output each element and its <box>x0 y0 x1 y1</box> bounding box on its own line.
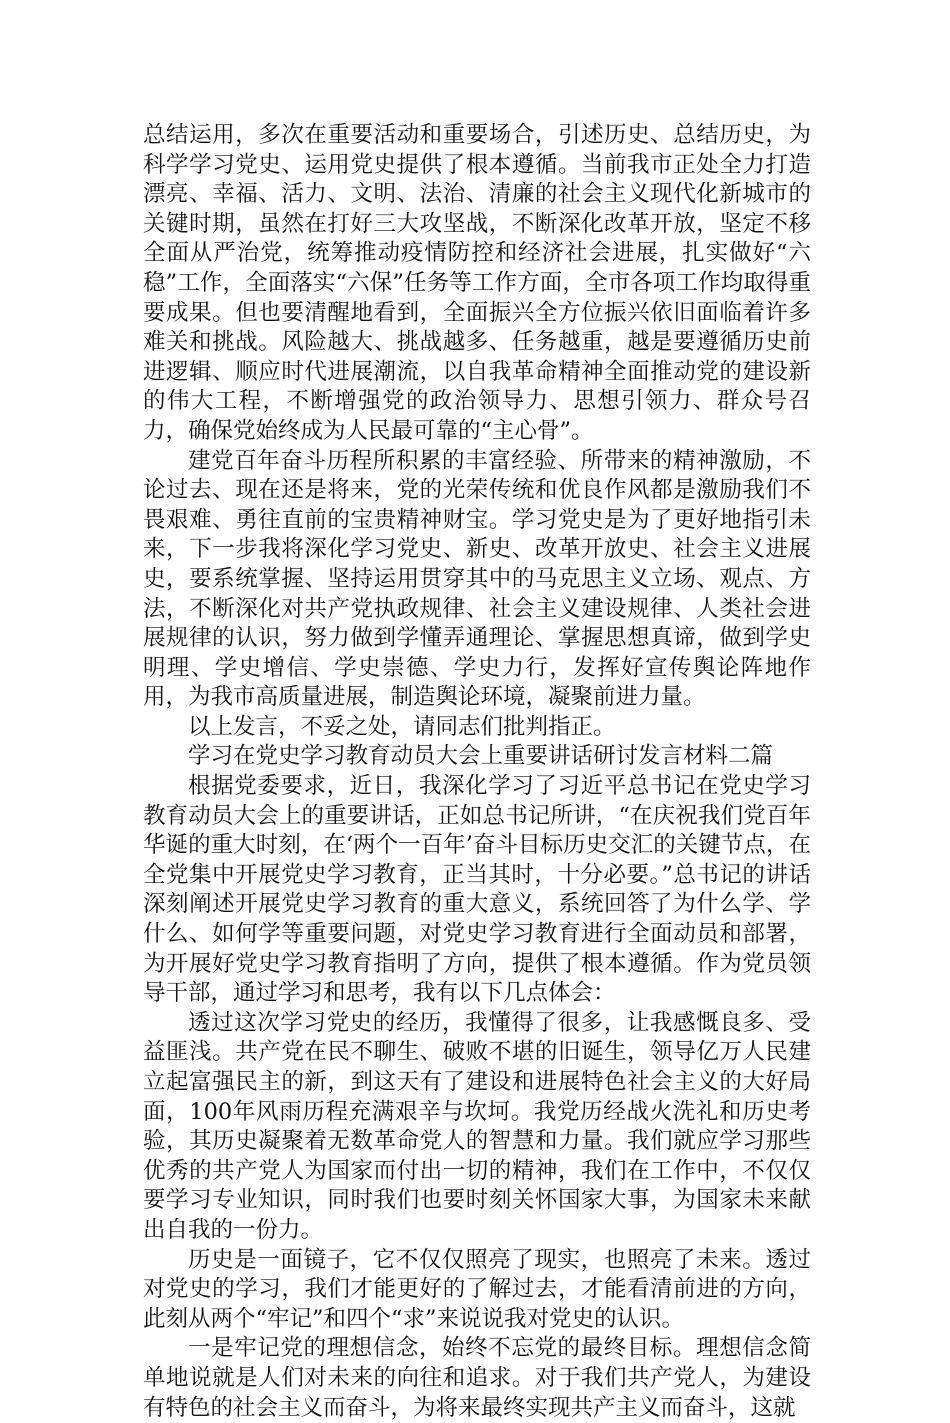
paragraph-experience: 建党百年奋斗历程所积累的丰富经验、所带来的精神激励，不论过去、现在还是将来，党的光荣传统和优良作风都是激励我们不畏艰难、勇往直前的宝贵精神财宝。学习党史是为了更好地指引未来，下一步我将深化学习党史、新史、改革开放史、社会主义进展史，要系统掌握、坚持运用贯穿其中的马克思主义立场、观点、方法，不断深化对共产党执政规律、社会主义建设规律、人类社会进展规律的认识，努力做到学懂弄通理论、掌握思想真谛，做到学史明理、学史增信、学史崇德、学史力行，发挥好宣传舆论阵地作用，为我市高质量进展，制造舆论环境，凝聚前进力量。 <box>143 447 811 711</box>
paragraph-history-mirror: 历史是一面镜子，它不仅仅照亮了现实，也照亮了未来。透过对党史的学习，我们才能更好的了解过去，才能看清前进的方向，此刻从两个“牢记”和四个“求”来说说我对党史的认识。 <box>143 1246 811 1332</box>
document-body <box>143 121 811 1423</box>
paragraph-intro: 根据党委要求，近日，我深化学习了习近平总书记在党史学习教育动员大会上的重要讲话，正如总书记所讲，“在庆祝我们党百年华诞的重大时刻，在‘两个一百年’奋斗目标历史交汇的关键节点，在全党集中开展党史学习教育，正当其时，十分必要。”总书记的讲话深刻阐述开展党史学习教育的重大意义，系统回答了为什么学、学什么、如何学等重要问题，对党史学习教育进行全面动员和部署，为开展好党史学习教育指明了方向，提供了根本遵循。作为党员领导干部，通过学习和思考，我有以下几点体会： <box>143 773 811 1007</box>
paragraph-closing: 以上发言，不妥之处，请同志们批判指正。 <box>188 713 616 740</box>
paragraph-continuation: 总结运用，多次在重要活动和重要场合，引述历史、总结历史，为科学学习党史、运用党史提供了根本遵循。当前我市正处全力打造漂亮、幸福、活力、文明、法治、清廉的社会主义现代化新城市的关键时期，虽然在打好三大攻坚战，不断深化改革开放，坚定不移全面从严治党，统筹推动疫情防控和经济社会进展，扎实做好“六稳”工作，全面落实“六保”任务等工作方面，全市各项工作均取得重要成果。但也要清醒地看到，全面振兴全方位振兴依旧面临着许多难关和挑战。风险越大、挑战越多、任务越重，越是要遵循历史前进逻辑、顺应时代进展潮流，以自我革命精神全面推动党的建设新的伟大工程，不断增强党的政治领导力、思想引领力、群众号召力，确保党始终成为人民最可靠的“主心骨”。 <box>143 122 811 444</box>
paragraph-reflection: 透过这次学习党史的经历，我懂得了很多，让我感慨良多、受益匪浅。共产党在民不聊生、破败不堪的旧诞生，领导亿万人民建立起富强民主的新，到这天有了建设和进展特色社会主义的大好局面，100年风雨历程充满艰辛与坎坷。我党历经战火洗礼和历史考验，其历史凝聚着无数革命党人的智慧和力量。我们就应学习那些优秀的共产党人为国家而付出一切的精神，我们在工作中，不仅仅要学习专业知识，同时我们也要时刻关怀国家大事，为国家未来献出自我的一份力。 <box>143 1009 811 1243</box>
section-title: 学习在党史学习教育动员大会上重要讲话研讨发言材料二篇 <box>188 743 774 770</box>
paragraph-point-one: 一是牢记党的理想信念，始终不忘党的最终目标。理想信念简单地说就是人们对未来的向往和追求。对于我们共产党人，为建设有特色的社会主义而奋斗，为将来最终实现共产主义而奋斗，这就 <box>143 1335 811 1421</box>
